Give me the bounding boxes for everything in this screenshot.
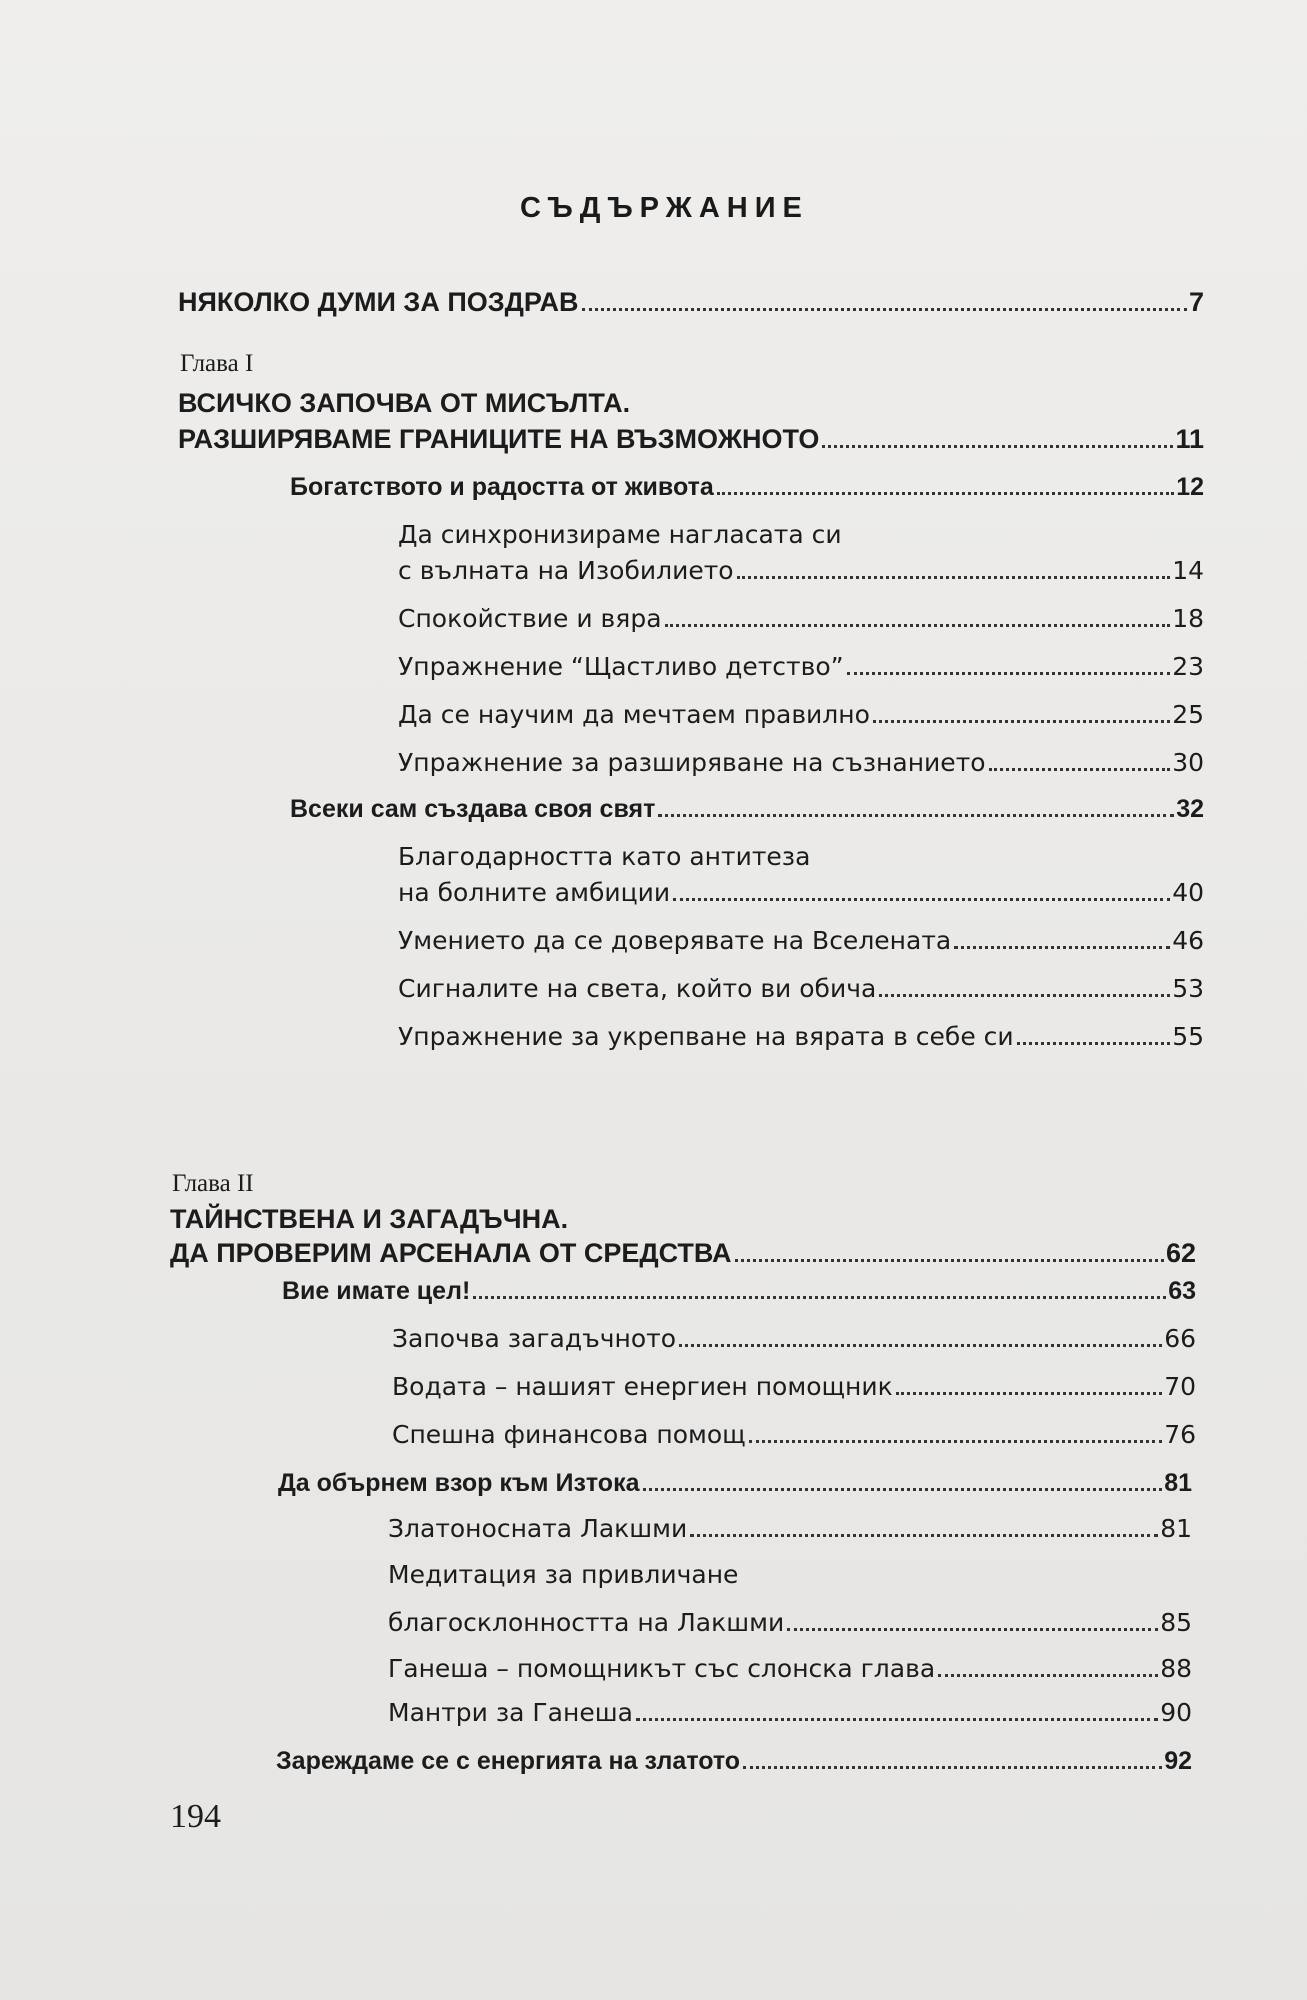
toc-entry-subsection[interactable] xyxy=(398,1020,1204,1054)
toc-entry-subsection[interactable] xyxy=(388,1606,1192,1640)
toc-entry-subsection[interactable] xyxy=(392,1322,1196,1356)
toc-page-number: 92 xyxy=(1164,1747,1192,1775)
toc-page-number: 63 xyxy=(1168,1277,1196,1305)
toc-page-number: 40 xyxy=(1172,878,1204,907)
dot-leader xyxy=(679,1344,1162,1347)
toc-page-number: 81 xyxy=(1160,1514,1192,1543)
dot-leader xyxy=(582,308,1187,311)
toc-page-number: 66 xyxy=(1164,1324,1196,1353)
toc-entry-subsection[interactable] xyxy=(388,1696,1192,1730)
toc-entry-subsection[interactable] xyxy=(398,698,1204,732)
toc-entry-label: Да обърнем взор към Изтока xyxy=(278,1469,640,1497)
toc-entry-label: с вълната на Изобилието xyxy=(398,556,734,585)
toc-page-number: 11 xyxy=(1175,424,1204,454)
toc-entry-label: Всеки сам създава своя свят xyxy=(290,795,656,823)
toc-page-number: 7 xyxy=(1188,287,1204,317)
toc-entry-subsection[interactable] xyxy=(398,746,1204,780)
dot-leader xyxy=(665,624,1171,627)
toc-entry-subsection[interactable] xyxy=(398,650,1204,684)
toc-entry-label: благосклонността на Лакшми xyxy=(388,1608,785,1637)
toc-page-number: 62 xyxy=(1165,1238,1196,1268)
toc-entry-subsection[interactable] xyxy=(398,876,1204,910)
dot-leader xyxy=(989,768,1171,771)
dot-leader xyxy=(690,1534,1158,1537)
toc-page-number: 85 xyxy=(1160,1608,1192,1637)
dot-leader xyxy=(749,1440,1163,1443)
toc-entry-subsection[interactable] xyxy=(392,1418,1196,1452)
page-title: СЪДЪРЖАНИЕ xyxy=(520,192,809,224)
toc-entry-label: Ганеша – помощникът със слонска глава xyxy=(388,1654,936,1683)
toc-entry-section[interactable] xyxy=(276,1744,1192,1778)
chapter-label: Глава I xyxy=(180,350,254,377)
toc-entry-label: Богатството и радостта от живота xyxy=(290,473,714,501)
chapter-title-line: ТАЙНСТВЕНА И ЗАГАДЪЧНА. xyxy=(170,1204,569,1234)
toc-entry-line: Медитация за привличане xyxy=(388,1560,739,1589)
toc-page-number: 70 xyxy=(1164,1372,1196,1401)
chapter-title-line: ВСИЧКО ЗАПОЧВА ОТ МИСЪЛТА. xyxy=(178,388,631,418)
dot-leader xyxy=(896,1392,1162,1395)
toc-entry-subsection[interactable] xyxy=(398,602,1204,636)
toc-entry-label: ДА ПРОВЕРИМ АРСЕНАЛА ОТ СРЕДСТВА xyxy=(170,1238,732,1268)
toc-page-number: 32 xyxy=(1176,795,1204,823)
toc-entry-label: НЯКОЛКО ДУМИ ЗА ПОЗДРАВ xyxy=(178,287,579,317)
toc-entry-label: Да се научим да мечтаем правилно xyxy=(398,700,870,729)
toc-entry-label: Зареждаме се с енергията на златото xyxy=(276,1747,741,1775)
toc-entry-label: Сигналите на света, който ви обича xyxy=(398,974,877,1003)
toc-entry-label: Умението да се доверявате на Вселената xyxy=(398,926,952,955)
dot-leader xyxy=(938,1674,1158,1677)
toc-entry-section[interactable] xyxy=(290,792,1204,826)
dot-leader xyxy=(1017,1042,1171,1045)
toc-entry-label: Златоносната Лакшми xyxy=(388,1514,688,1543)
dot-leader xyxy=(658,814,1174,817)
toc-page-number: 81 xyxy=(1164,1469,1192,1497)
dot-leader xyxy=(717,492,1174,495)
toc-entry-label: Започва загадъчното xyxy=(392,1324,677,1353)
toc-entry-label: Спешна финансова помощ xyxy=(392,1420,746,1449)
toc-page-number: 76 xyxy=(1164,1420,1196,1449)
dot-leader xyxy=(787,1628,1158,1631)
toc-entry-label: РАЗШИРЯВАМЕ ГРАНИЦИТЕ НА ВЪЗМОЖНОТО xyxy=(178,424,820,454)
toc-page-number: 53 xyxy=(1172,974,1204,1003)
dot-leader xyxy=(673,898,1170,901)
toc-page-number: 88 xyxy=(1160,1654,1192,1683)
toc-entry-label: Упражнение за укрепване на вярата в себе си xyxy=(398,1022,1014,1051)
toc-entry-line: Да синхронизираме нагласата си xyxy=(398,520,842,549)
toc-entry-label: Спокойствие и вяра xyxy=(398,604,662,633)
toc-entry-section[interactable] xyxy=(278,1466,1192,1500)
dot-leader xyxy=(735,1259,1164,1262)
toc-entry-label: Мантри за Ганеша xyxy=(388,1698,633,1727)
toc-entry-chapter-2[interactable] xyxy=(170,1236,1196,1270)
dot-leader xyxy=(879,994,1170,997)
toc-entry-subsection[interactable] xyxy=(398,972,1204,1006)
toc-entry-section[interactable] xyxy=(282,1274,1196,1308)
toc-entry-subsection[interactable] xyxy=(388,1512,1192,1546)
toc-page-number: 12 xyxy=(1176,473,1204,501)
dot-leader xyxy=(737,576,1171,579)
dot-leader xyxy=(636,1718,1158,1721)
toc-page-number: 18 xyxy=(1172,604,1204,633)
toc-page-number: 90 xyxy=(1160,1698,1192,1727)
toc-page-number: 30 xyxy=(1172,748,1204,777)
toc-page-number: 55 xyxy=(1172,1022,1204,1051)
page-number-folio: 194 xyxy=(170,1798,221,1835)
dot-leader xyxy=(643,1488,1163,1491)
toc-entry-subsection[interactable] xyxy=(388,1652,1192,1686)
toc-entry-label: Водата – нашият енергиен помощник xyxy=(392,1372,893,1401)
dot-leader xyxy=(473,1296,1166,1299)
toc-entry-label: на болните амбиции xyxy=(398,878,671,907)
toc-entry-section[interactable] xyxy=(290,470,1204,504)
dot-leader xyxy=(822,445,1173,448)
toc-entry-chapter-1[interactable] xyxy=(178,422,1204,456)
toc-page-number: 14 xyxy=(1172,556,1204,585)
toc-entry-subsection[interactable] xyxy=(398,924,1204,958)
toc-page-number: 25 xyxy=(1172,700,1204,729)
toc-entry-line: Благодарността като антитеза xyxy=(398,842,811,871)
toc-entry-intro[interactable] xyxy=(178,285,1204,319)
dot-leader xyxy=(954,946,1170,949)
toc-entry-subsection[interactable] xyxy=(398,554,1204,588)
chapter-label: Глава II xyxy=(172,1170,254,1197)
dot-leader xyxy=(743,1766,1162,1769)
toc-entry-label: Упражнение за разширяване на съзнанието xyxy=(398,748,986,777)
dot-leader xyxy=(847,672,1171,675)
toc-entry-label: Упражнение “Щастливо детство” xyxy=(398,652,844,681)
toc-page-number: 46 xyxy=(1172,926,1204,955)
toc-entry-label: Вие имате цел! xyxy=(282,1277,471,1305)
toc-page-number: 23 xyxy=(1172,652,1204,681)
toc-entry-subsection[interactable] xyxy=(392,1370,1196,1404)
dot-leader xyxy=(873,720,1170,723)
